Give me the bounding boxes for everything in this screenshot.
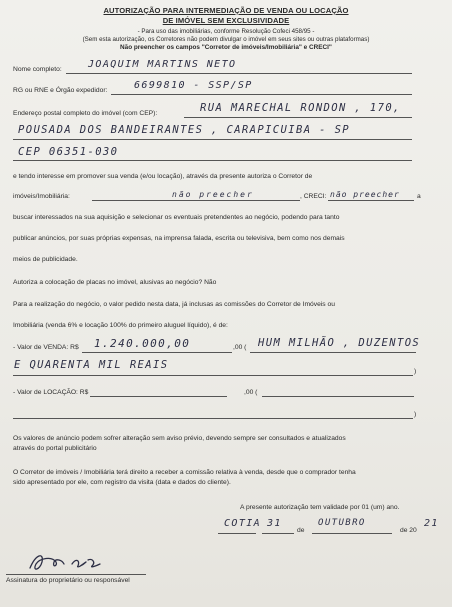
rent-close-paren: ) xyxy=(414,411,417,418)
sale-words-underline-2 xyxy=(13,375,413,376)
owner-signature[interactable] xyxy=(22,548,122,576)
sale-words-line-2[interactable]: E QUARENTA MIL REAIS xyxy=(14,359,169,371)
value-text-2: Imobiliária (venda 6% e locação 100% do primeiro aluguel líquido), é de: xyxy=(13,322,228,329)
creci-label: , CRECI: xyxy=(300,193,327,200)
paragraph-line-2: publicar anúncios, por suas próprias expensas, na imprensa falada, escrita ou televisiva, bem como nos demais xyxy=(13,235,345,242)
signature-label: Assinatura do proprietário ou responsável xyxy=(6,577,130,584)
date-de-1: de xyxy=(297,527,305,534)
rent-words-underline-2[interactable] xyxy=(13,418,413,419)
value-text-1: Para a realização do negócio, o valor pedido nesta data, já inclusas as comissões do Corretor de Imóveis ou xyxy=(13,301,335,308)
form-title-line2: DE IMÓVEL SEM EXCLUSIVIDADE xyxy=(162,16,290,25)
form-title: AUTORIZAÇÃO PARA INTERMEDIAÇÃO DE VENDA OU LOCAÇÃO xyxy=(103,6,349,15)
sale-label: - Valor de VENDA: R$ xyxy=(13,344,79,351)
address-line-1[interactable]: RUA MARECHAL RONDON , 170, xyxy=(200,102,401,114)
sale-words-underline-1 xyxy=(250,352,416,353)
disclaimer-line-1: Os valores de anúncio podem sofrer alteração sem aviso prévio, devendo sempre ser consultados e atualizados xyxy=(13,435,346,442)
sale-value-underline xyxy=(82,352,232,353)
broker-underline xyxy=(92,200,300,201)
day-underline xyxy=(262,533,294,534)
interest-text: e tendo interesse em promover sua venda (e/ou locação), através da presente autoriza o Corretor de xyxy=(13,173,313,180)
creci-value[interactable]: não preecher xyxy=(330,190,400,199)
sale-close-paren: ) xyxy=(414,368,417,375)
broker-value[interactable]: não preecher xyxy=(172,190,254,199)
creci-suffix: a xyxy=(417,193,421,200)
sale-cents: ,00 ( xyxy=(233,344,247,351)
paragraph-line-1: buscar interessados na sua aquisição e selecionar os eventuais pretendentes ao negócio, podendo para tanto xyxy=(13,214,340,221)
address-underline-1 xyxy=(184,117,412,118)
name-value[interactable]: JOAQUIM MARTINS NETO xyxy=(88,59,237,70)
rent-value-underline[interactable] xyxy=(90,396,227,397)
rg-label: RG ou RNE e Órgão expedidor: xyxy=(13,87,108,94)
rent-words-underline-1[interactable] xyxy=(262,396,414,397)
month-value[interactable]: OUTUBRO xyxy=(318,518,366,528)
disclaimer-line-2: através do portal publicitário xyxy=(13,445,97,452)
day-value[interactable]: 31 xyxy=(267,518,282,529)
address-line-3[interactable]: CEP 06351-030 xyxy=(18,146,119,158)
rg-underline xyxy=(111,94,412,95)
address-label: Endereço postal completo do imóvel (com CEP): xyxy=(13,110,158,117)
rent-label: - Valor de LOCAÇÃO: R$ xyxy=(13,389,89,396)
address-line-2[interactable]: POUSADA DOS BANDEIRANTES , CARAPICUIBA - SP xyxy=(18,124,351,136)
signature-underline xyxy=(6,574,146,575)
rg-value[interactable]: 6699810 - SSP/SP xyxy=(134,80,253,91)
city-value[interactable]: COTIA xyxy=(224,518,262,529)
paragraph-line-3: meios de publicidade. xyxy=(13,256,78,263)
validity-text: A presente autorização tem validade por 01 (um) ano. xyxy=(240,504,400,511)
commission-line-2: sido apresentado por ele, com registro da visita (data e dados do cliente). xyxy=(13,479,231,486)
sale-value[interactable]: 1.240.000,00 xyxy=(94,337,191,350)
commission-line-1: O Corretor de imóveis / Imobiliária terá direito a receber a comissão relativa à venda, desde que o comprador tenha xyxy=(13,469,356,476)
rent-cents: ,00 ( xyxy=(244,389,258,396)
name-label: Nome completo: xyxy=(13,66,62,73)
signs-question: Autoriza a colocação de placas no imóvel, alusivas ao negócio? Não xyxy=(13,279,217,286)
address-underline-2 xyxy=(13,139,412,140)
name-underline xyxy=(66,73,412,74)
date-de-2: de 20 xyxy=(400,527,417,534)
form-subtitle-note: (Sem esta autorização, os Corretores não podem divulgar o imóvel em seus sites ou outras plataformas) xyxy=(82,36,370,43)
form-notice: Não preencher os campos "Corretor de imóveis/Imobiliária" e CRECI" xyxy=(120,44,332,51)
creci-underline xyxy=(328,200,414,201)
address-underline-3 xyxy=(13,160,412,161)
form-subtitle: - Para uso das imobiliárias, conforme Resolução Cofeci 458/95 - xyxy=(137,28,315,35)
year-value[interactable]: 21 xyxy=(424,518,439,529)
month-underline xyxy=(312,533,392,534)
sale-words-line-1[interactable]: HUM MILHÃO , DUZENTOS xyxy=(258,337,421,349)
city-underline xyxy=(218,533,256,534)
broker-label: imóveis/Imobiliária: xyxy=(13,193,70,200)
